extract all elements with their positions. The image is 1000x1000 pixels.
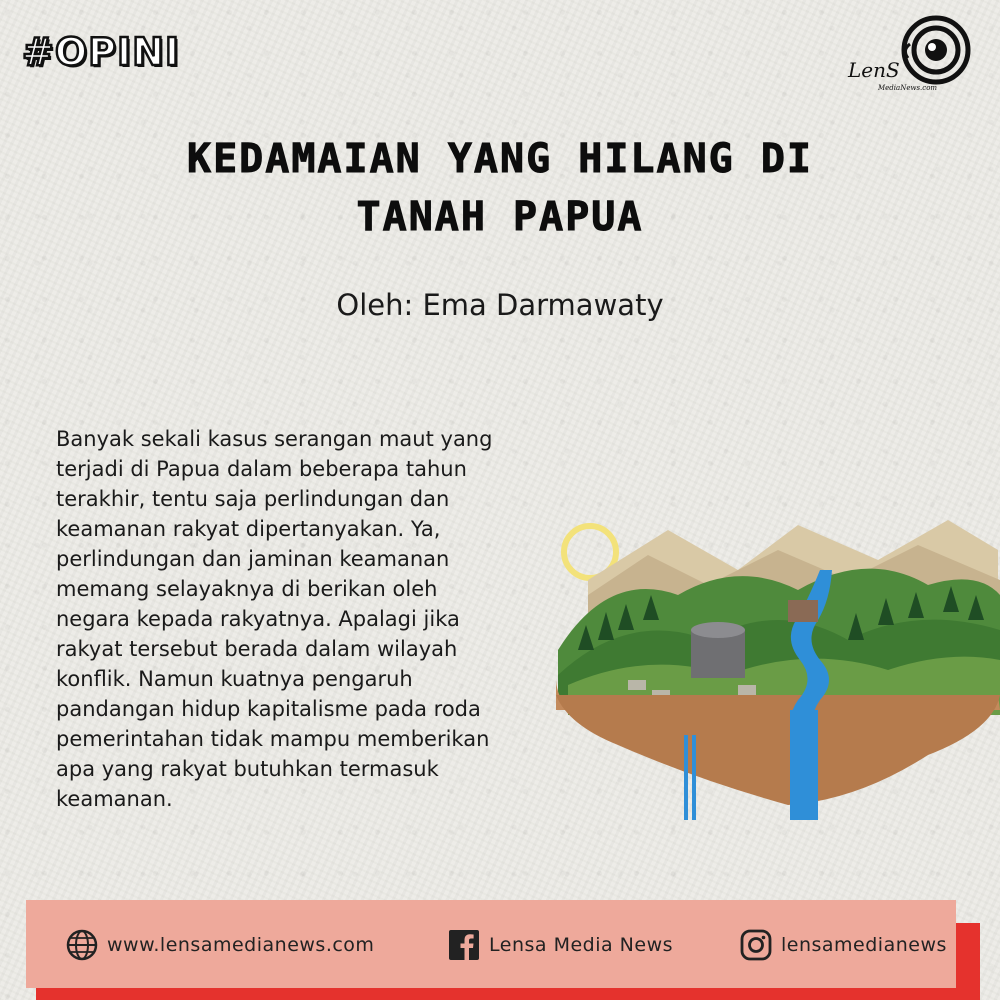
logo-name: LenS — [848, 58, 900, 82]
title-line-2: TANAH PAPUA — [356, 194, 644, 240]
facebook-icon — [448, 929, 480, 961]
body-line: rakyat tersebut berada dalam wilayah — [56, 637, 458, 661]
body-line: negara kepada rakyatnya. Apalagi jika — [56, 607, 460, 631]
instagram-label: lensamedianews — [781, 934, 947, 956]
body-line: pemerintahan tidak mampu memberikan — [56, 727, 490, 751]
body-line: Banyak sekali kasus serangan maut yang — [56, 427, 493, 451]
globe-icon — [66, 929, 98, 961]
footer-website[interactable] — [66, 929, 374, 961]
website-label: www.lensamedianews.com — [107, 934, 375, 956]
article-body — [56, 424, 546, 814]
footer-facebook[interactable] — [448, 929, 673, 961]
body-line: memang selayaknya di berikan oleh — [56, 577, 438, 601]
body-line: terakhir, tentu saja perlindungan dan — [56, 487, 450, 511]
author-byline: Oleh: Ema Darmawaty — [336, 288, 664, 322]
body-line: keamanan. — [56, 787, 173, 811]
floating-island-illustration — [548, 500, 1000, 830]
hashtag-label: #OPINI — [22, 30, 181, 74]
body-line: pandangan hidup kapitalisme pada roda — [56, 697, 481, 721]
footer-instagram[interactable] — [740, 929, 947, 961]
body-line: apa yang rakyat butuhkan termasuk — [56, 757, 439, 781]
footer-bar — [26, 900, 956, 988]
facebook-label: Lensa Media News — [489, 934, 674, 956]
body-line: terjadi di Papua dalam beberapa tahun — [56, 457, 467, 481]
title-line-1: KEDAMAIAN YANG HILANG DI — [187, 136, 813, 182]
logo-subtitle: MediaNews.com — [878, 84, 938, 92]
instagram-icon — [740, 929, 772, 961]
body-line: konflik. Namun kuatnya pengaruh — [56, 667, 413, 691]
body-line: perlindungan dan jaminan keamanan — [56, 547, 450, 571]
article-title — [100, 130, 900, 246]
lensa-logo — [842, 14, 982, 100]
body-line: keamanan rakyat dipertanyakan. Ya, — [56, 517, 441, 541]
